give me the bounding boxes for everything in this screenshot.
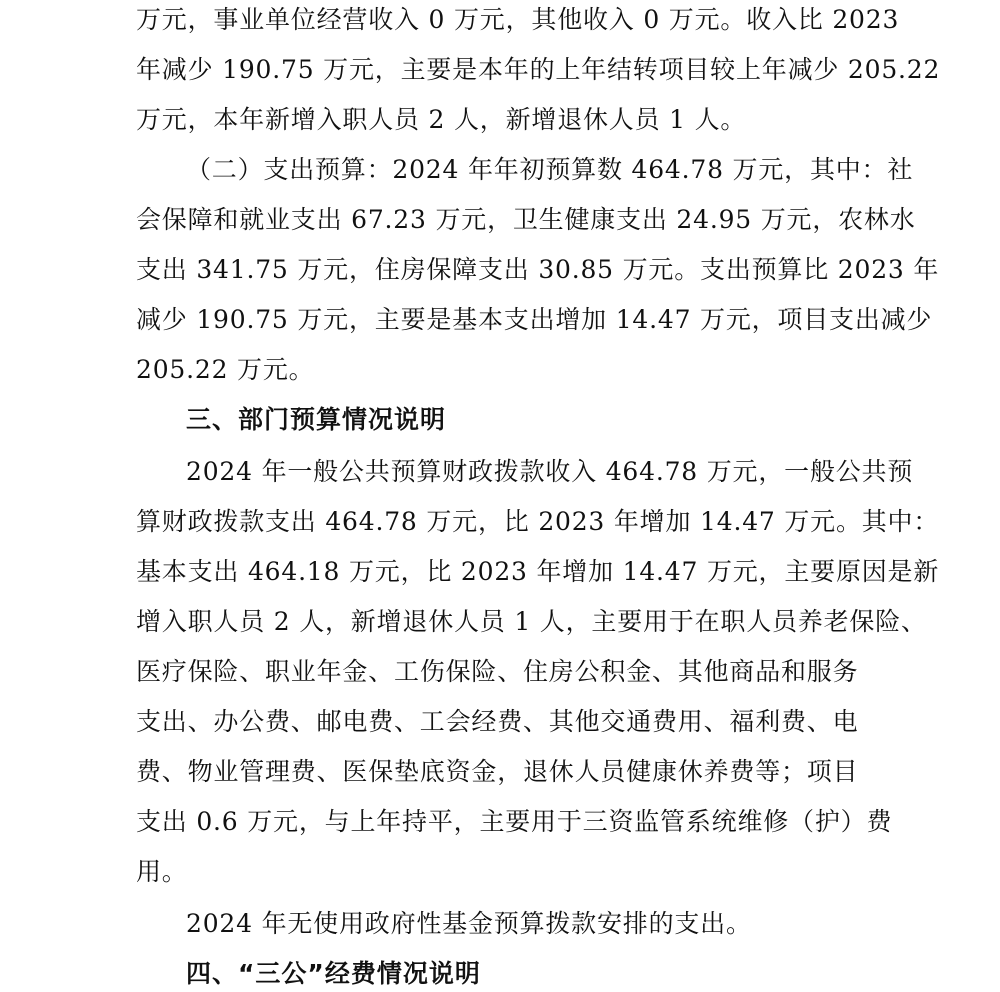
income-paragraph-line: 万元，本年新增入职人员 2 人，新增退休人员 1 人。 (136, 105, 747, 134)
section-3-heading: 三、部门预算情况说明 (186, 405, 447, 434)
expenditure-paragraph-line: 减少 190.75 万元，主要是基本支出增加 14.47 万元，项目支出减少 (136, 305, 933, 334)
section-3-paragraph-line: 2024 年一般公共预算财政拨款收入 464.78 万元，一般公共预 (186, 457, 914, 486)
expenditure-paragraph-line: （二）支出预算：2024 年年初预算数 464.78 万元，其中：社 (186, 155, 914, 184)
section-3-paragraph-line: 费、物业管理费、医保垫底资金，退休人员健康休养费等；项目 (136, 757, 859, 786)
section-3-paragraph-line: 医疗保险、职业年金、工伤保险、住房公积金、其他商品和服务 (136, 657, 859, 686)
section-3-paragraph-line: 用。 (136, 857, 188, 886)
section-3-paragraph-line: 支出、办公费、邮电费、工会经费、其他交通费用、福利费、电 (136, 707, 859, 736)
section-3-paragraph-line: 增入职人员 2 人，新增退休人员 1 人，主要用于在职人员养老保险、 (136, 607, 927, 636)
expenditure-paragraph-line: 支出 341.75 万元，住房保障支出 30.85 万元。支出预算比 2023 年 (136, 255, 940, 284)
section-4-heading: 四、“三公”经费情况说明 (186, 959, 481, 988)
expenditure-paragraph-line: 会保障和就业支出 67.23 万元，卫生健康支出 24.95 万元，农林水 (136, 205, 916, 234)
section-3-paragraph-line: 算财政拨款支出 464.78 万元，比 2023 年增加 14.47 万元。其中： (136, 507, 940, 536)
section-3-paragraph-line: 基本支出 464.18 万元，比 2023 年增加 14.47 万元，主要原因是新 (136, 557, 940, 586)
income-paragraph-line: 年减少 190.75 万元，主要是本年的上年结转项目较上年减少 205.22 (136, 55, 941, 84)
income-paragraph-line: 万元，事业单位经营收入 0 万元，其他收入 0 万元。收入比 2023 (136, 5, 900, 34)
section-3-paragraph-line: 支出 0.6 万元，与上年持平，主要用于三资监管系统维修（护）费 (136, 807, 893, 836)
expenditure-paragraph-line: 205.22 万元。 (136, 355, 315, 384)
government-fund-paragraph: 2024 年无使用政府性基金预算拨款安排的支出。 (186, 909, 752, 938)
